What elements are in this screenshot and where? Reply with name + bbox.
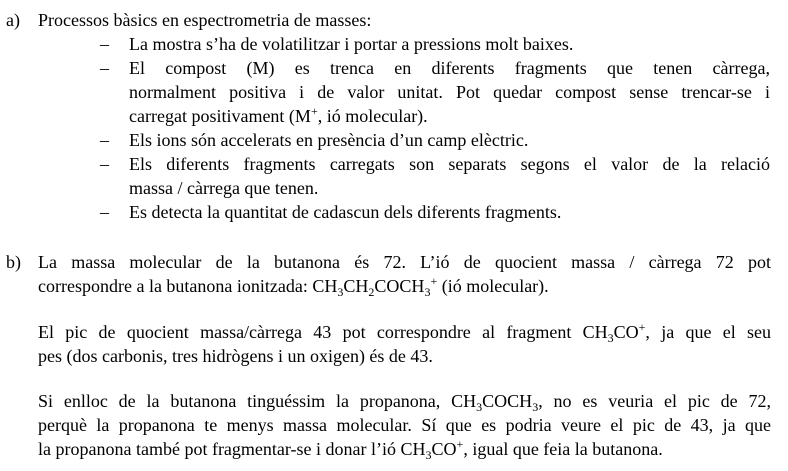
paragraph-line: la propanona també pot fragmentar-se i donar l’ió $CH_3CO^+$, igual que feia la butanona. [38, 437, 663, 462]
section-a-title: Processos bàsics en espectrometria de masses: [38, 10, 372, 30]
list-item [0, 128, 788, 152]
paragraph-2 [38, 320, 771, 368]
paragraph-line: El pic de quocient massa/càrrega 43 pot correspondre al fragment $CH_3CO^+$, ja que el seu [38, 320, 772, 345]
chemical-formula-fragment: $CH_3CO^+$ [400, 437, 464, 462]
bullet-list [0, 32, 788, 224]
paragraph-line: perquè la propanona te menys massa molecular. Sí que es podria veure el pic de 43, ja que [38, 415, 771, 435]
chemical-formula-butanone: $CH_3CH_2COCH_3^+$ [312, 274, 438, 299]
superscript-charge: + [310, 104, 318, 118]
bullet-text-line: carregat positivament (M+, ió molecular). [129, 104, 428, 126]
paragraph-3 [38, 389, 771, 461]
paragraph-line: Si enlloc de la butanona tinguéssim la propanona, $CH_3COCH_3$, no es veuria el pic de 72, [38, 391, 772, 414]
bullet-dash: – [100, 202, 109, 222]
bullet-text-line: massa / càrrega que tenen. [129, 178, 319, 198]
section-b-label: b) [6, 252, 21, 272]
list-item [0, 56, 788, 128]
chemical-formula-fragment: $CH_3CO^+$ [582, 320, 646, 345]
bullet-dash: – [100, 130, 109, 150]
paragraph-line: pes (dos carbonis, tres hidrògens i un oxigen) és de 43. [38, 346, 433, 366]
bullet-text-line: Els diferents fragments carregats son separats segons el valor de la relació [129, 154, 770, 174]
bullet-text: Els ions són accelerats en presència d’un camp elèctric. [129, 130, 529, 150]
bullet-text-line: El compost (M) es trenca en diferents fragments que tenen càrrega, [129, 58, 770, 78]
bullet-dash: – [100, 34, 109, 54]
list-item [0, 200, 788, 224]
bullet-dash: – [100, 154, 109, 174]
chemical-formula-propanone: $CH_3COCH_3$ [451, 391, 539, 414]
paragraph-line: correspondre a la butanona ionitzada: $CH_3CH_2COCH_3^+$ (ió molecular). [38, 274, 549, 299]
bullet-text: La mostra s’ha de volatilitzar i portar a pressions molt baixes. [129, 34, 574, 54]
list-item [0, 32, 788, 56]
bullet-dash: – [100, 58, 109, 78]
bullet-text-line: normalment positiva i de valor unitat. Pot quedar compost sense trencar-se i [129, 82, 770, 102]
bullet-text: Es detecta la quantitat de cadascun dels diferents fragments. [129, 202, 562, 222]
paragraph-line: La massa molecular de la butanona és 72. L’ió de quocient massa / càrrega 72 pot [38, 252, 771, 272]
section-a-label: a) [6, 10, 20, 30]
list-item [0, 152, 788, 200]
paragraph-1 [38, 250, 771, 298]
